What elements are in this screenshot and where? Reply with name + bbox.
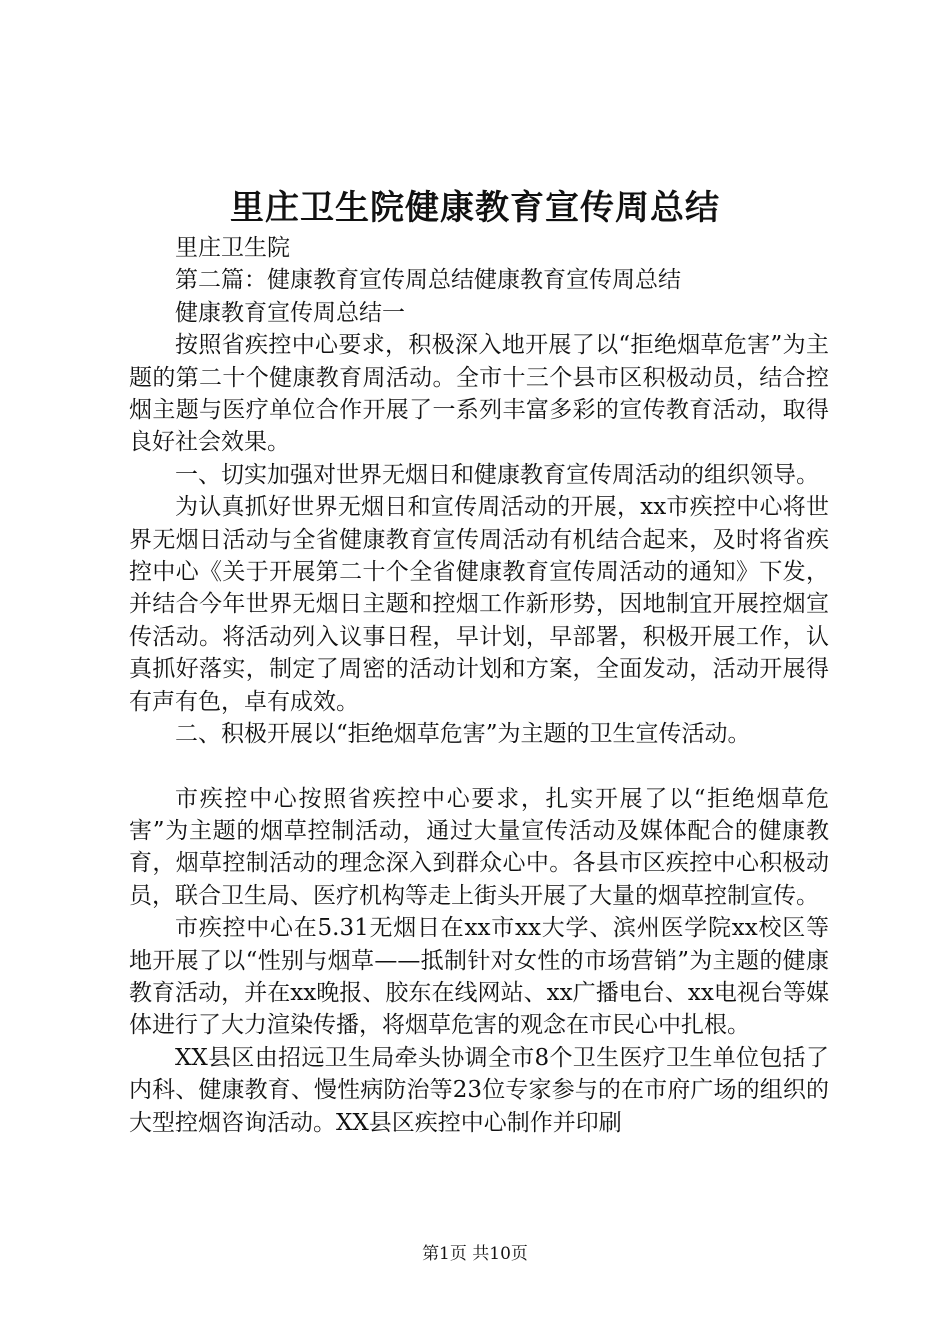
paragraph-body-two: 市疾控中心按照省疾控中心要求，扎实开展了以“拒绝烟草危害”为主题的烟草控制活动，通过大量宣传活动及媒体配合的健康教育，烟草控制活动的理念深入到群众心中。各县市区疾控中心积极动员，联合卫生局、医疗机构等走上街头开展了大量的烟草控制宣传。 bbox=[129, 785, 829, 909]
paragraph-heading-one: 一、切实加强对世界无烟日和健康教育宣传周活动的组织领导。 bbox=[175, 461, 819, 488]
paragraph-subtitle: 健康教育宣传周总结一 bbox=[175, 299, 405, 326]
paragraph-body-one: 为认真抓好世界无烟日和宣传周活动的开展，xx市疾控中心将世界无烟日活动与全省健康教育宣传周活动有机结合起来，及时将省疾控中心《关于开展第二十个全省健康教育宣传周活动的通知》下发，并结合今年世界无烟日主题和控烟工作新形势，因地制宜开展控烟宣传活动。将活动列入议事日程，早计划，早部署，积极开展工作，认真抓好落实，制定了周密的活动计划和方案，全面发动，活动开展得有声有色，卓有成效。 bbox=[129, 494, 829, 715]
paragraph-body-three: 市疾控中心在5.31无烟日在xx市xx大学、滨州医学院xx校区等地开展了以“性别与烟草——抵制针对女性的市场营销”为主题的健康教育活动，并在xx晚报、胶东在线网站、xx广播电台、xx电视台等媒体进行了大力渲染传播，将烟草危害的观念在市民心中扎根。 bbox=[129, 915, 829, 1039]
paragraph-body-four: XX县区由招远卫生局牵头协调全市8个卫生医疗卫生单位包括了内科、健康教育、慢性病防治等23位专家参与的在市府广场的组织的大型控烟咨询活动。XX县区疾控中心制作并印刷 bbox=[129, 1044, 829, 1136]
page-number-footer: 第1页 共10页 bbox=[422, 1244, 528, 1264]
document-title: 里庄卫生院健康教育宣传周总结 bbox=[230, 188, 720, 228]
paragraph-heading-two: 二、积极开展以“拒绝烟草危害”为主题的卫生宣传活动。 bbox=[175, 721, 751, 748]
document-body bbox=[129, 232, 829, 1139]
paragraph-author: 里庄卫生院 bbox=[175, 235, 290, 261]
paragraph-section-heading: 第二篇：健康教育宣传周总结健康教育宣传周总结 bbox=[175, 267, 681, 294]
paragraph-intro: 按照省疾控中心要求，积极深入地开展了以“拒绝烟草危害”为主题的第二十个健康教育周活动。全市十三个县市区积极动员，结合控烟主题与医疗单位合作开展了一系列丰富多彩的宣传教育活动，取得良好社会效果。 bbox=[129, 332, 829, 456]
